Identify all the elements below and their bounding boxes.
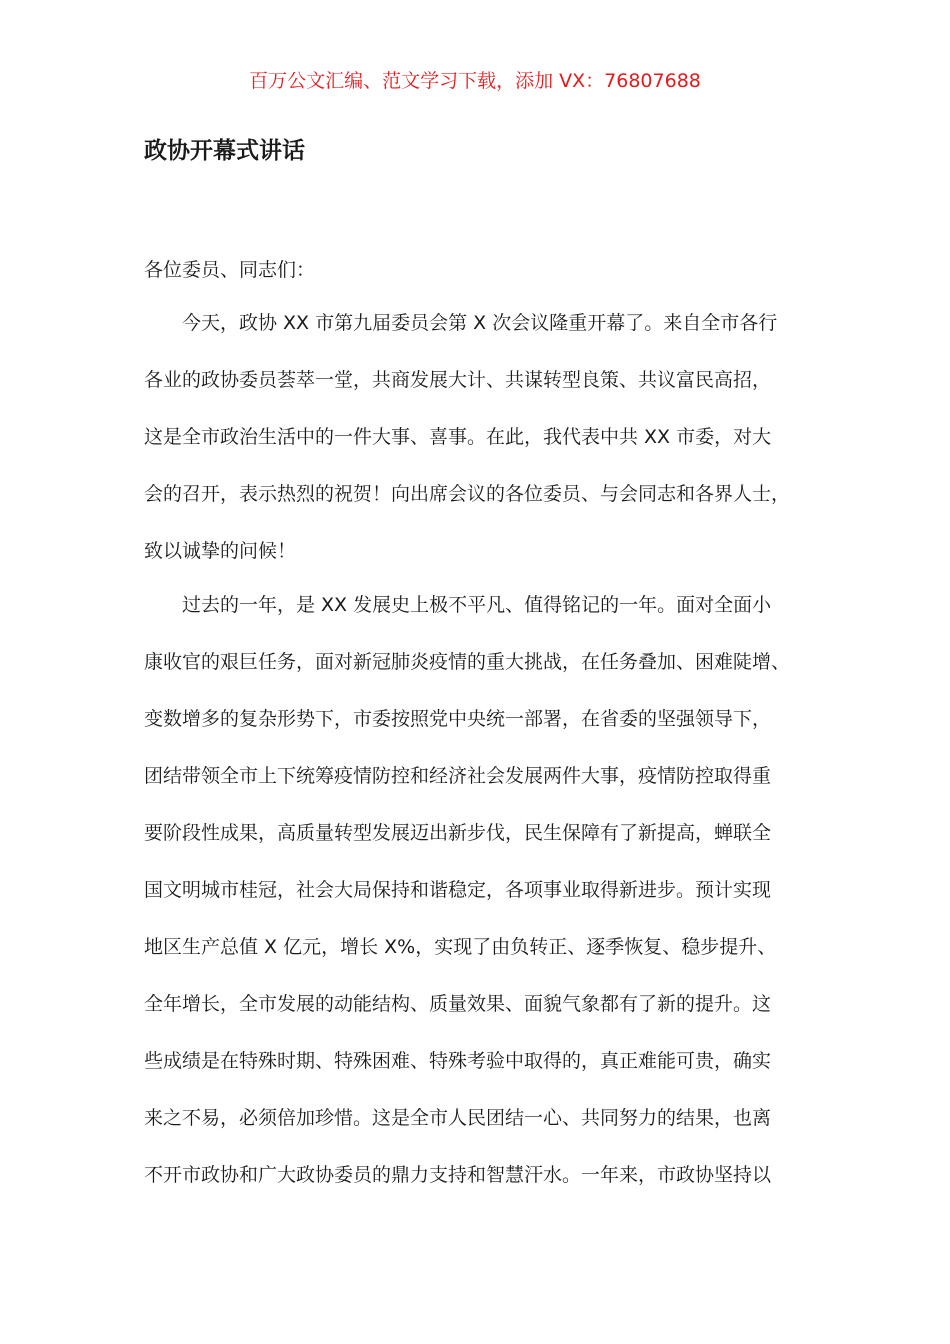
paragraph-line: 今天，政协 XX 市第九届委员会第 X 次会议隆重开幕了。来自全市各行 bbox=[182, 312, 778, 334]
paragraph-line: 些成绩是在特殊时期、特殊困难、特殊考验中取得的，真正难能可贵，确实 bbox=[144, 1050, 772, 1072]
paragraph-line: 致以诚挚的问候！ bbox=[144, 540, 297, 562]
paragraph-line: 来之不易，必须倍加珍惜。这是全市人民团结一心、共同努力的结果，也离 bbox=[144, 1107, 772, 1129]
paragraph-line: 国文明城市桂冠，社会大局保持和谐稳定，各项事业取得新进步。预计实现 bbox=[144, 879, 772, 901]
paragraph-1 bbox=[144, 308, 834, 593]
header-banner: 百万公文汇编、范文学习下载，添加 VX：76807688 bbox=[249, 70, 701, 92]
paragraph-line: 康收官的艰巨任务，面对新冠肺炎疫情的重大挑战，在任务叠加、困难陡增、 bbox=[144, 651, 791, 673]
paragraph-line: 地区生产总值 X 亿元，增长 X%，实现了由负转正、逐季恢复、稳步提升、 bbox=[144, 936, 777, 958]
paragraph-line: 团结带领全市上下统筹疫情防控和经济社会发展两件大事，疫情防控取得重 bbox=[144, 765, 772, 787]
paragraph-line: 过去的一年，是 XX 发展史上极不平凡、值得铭记的一年。面对全面小 bbox=[182, 594, 772, 616]
paragraph-line: 会的召开，表示热烈的祝贺！向出席会议的各位委员、与会同志和各界人士， bbox=[144, 483, 791, 505]
paragraph-line: 要阶段性成果，高质量转型发展迈出新步伐，民生保障有了新提高，蝉联全 bbox=[144, 822, 772, 844]
paragraph-line: 不开市政协和广大政协委员的鼎力支持和智慧汗水。一年来，市政协坚持以 bbox=[144, 1164, 772, 1186]
paragraph-line: 这是全市政治生活中的一件大事、喜事。在此，我代表中共 XX 市委，对大 bbox=[144, 426, 772, 448]
document-title: 政协开幕式讲话 bbox=[144, 138, 305, 164]
paragraph-2 bbox=[144, 590, 834, 1217]
paragraph-line: 变数增多的复杂形势下，市委按照党中央统一部署，在省委的坚强领导下， bbox=[144, 708, 772, 730]
salutation: 各位委员、同志们： bbox=[144, 259, 316, 281]
paragraph-line: 全年增长，全市发展的动能结构、质量效果、面貌气象都有了新的提升。这 bbox=[144, 993, 772, 1015]
paragraph-line: 各业的政协委员荟萃一堂，共商发展大计、共谋转型良策、共议富民高招， bbox=[144, 369, 772, 391]
